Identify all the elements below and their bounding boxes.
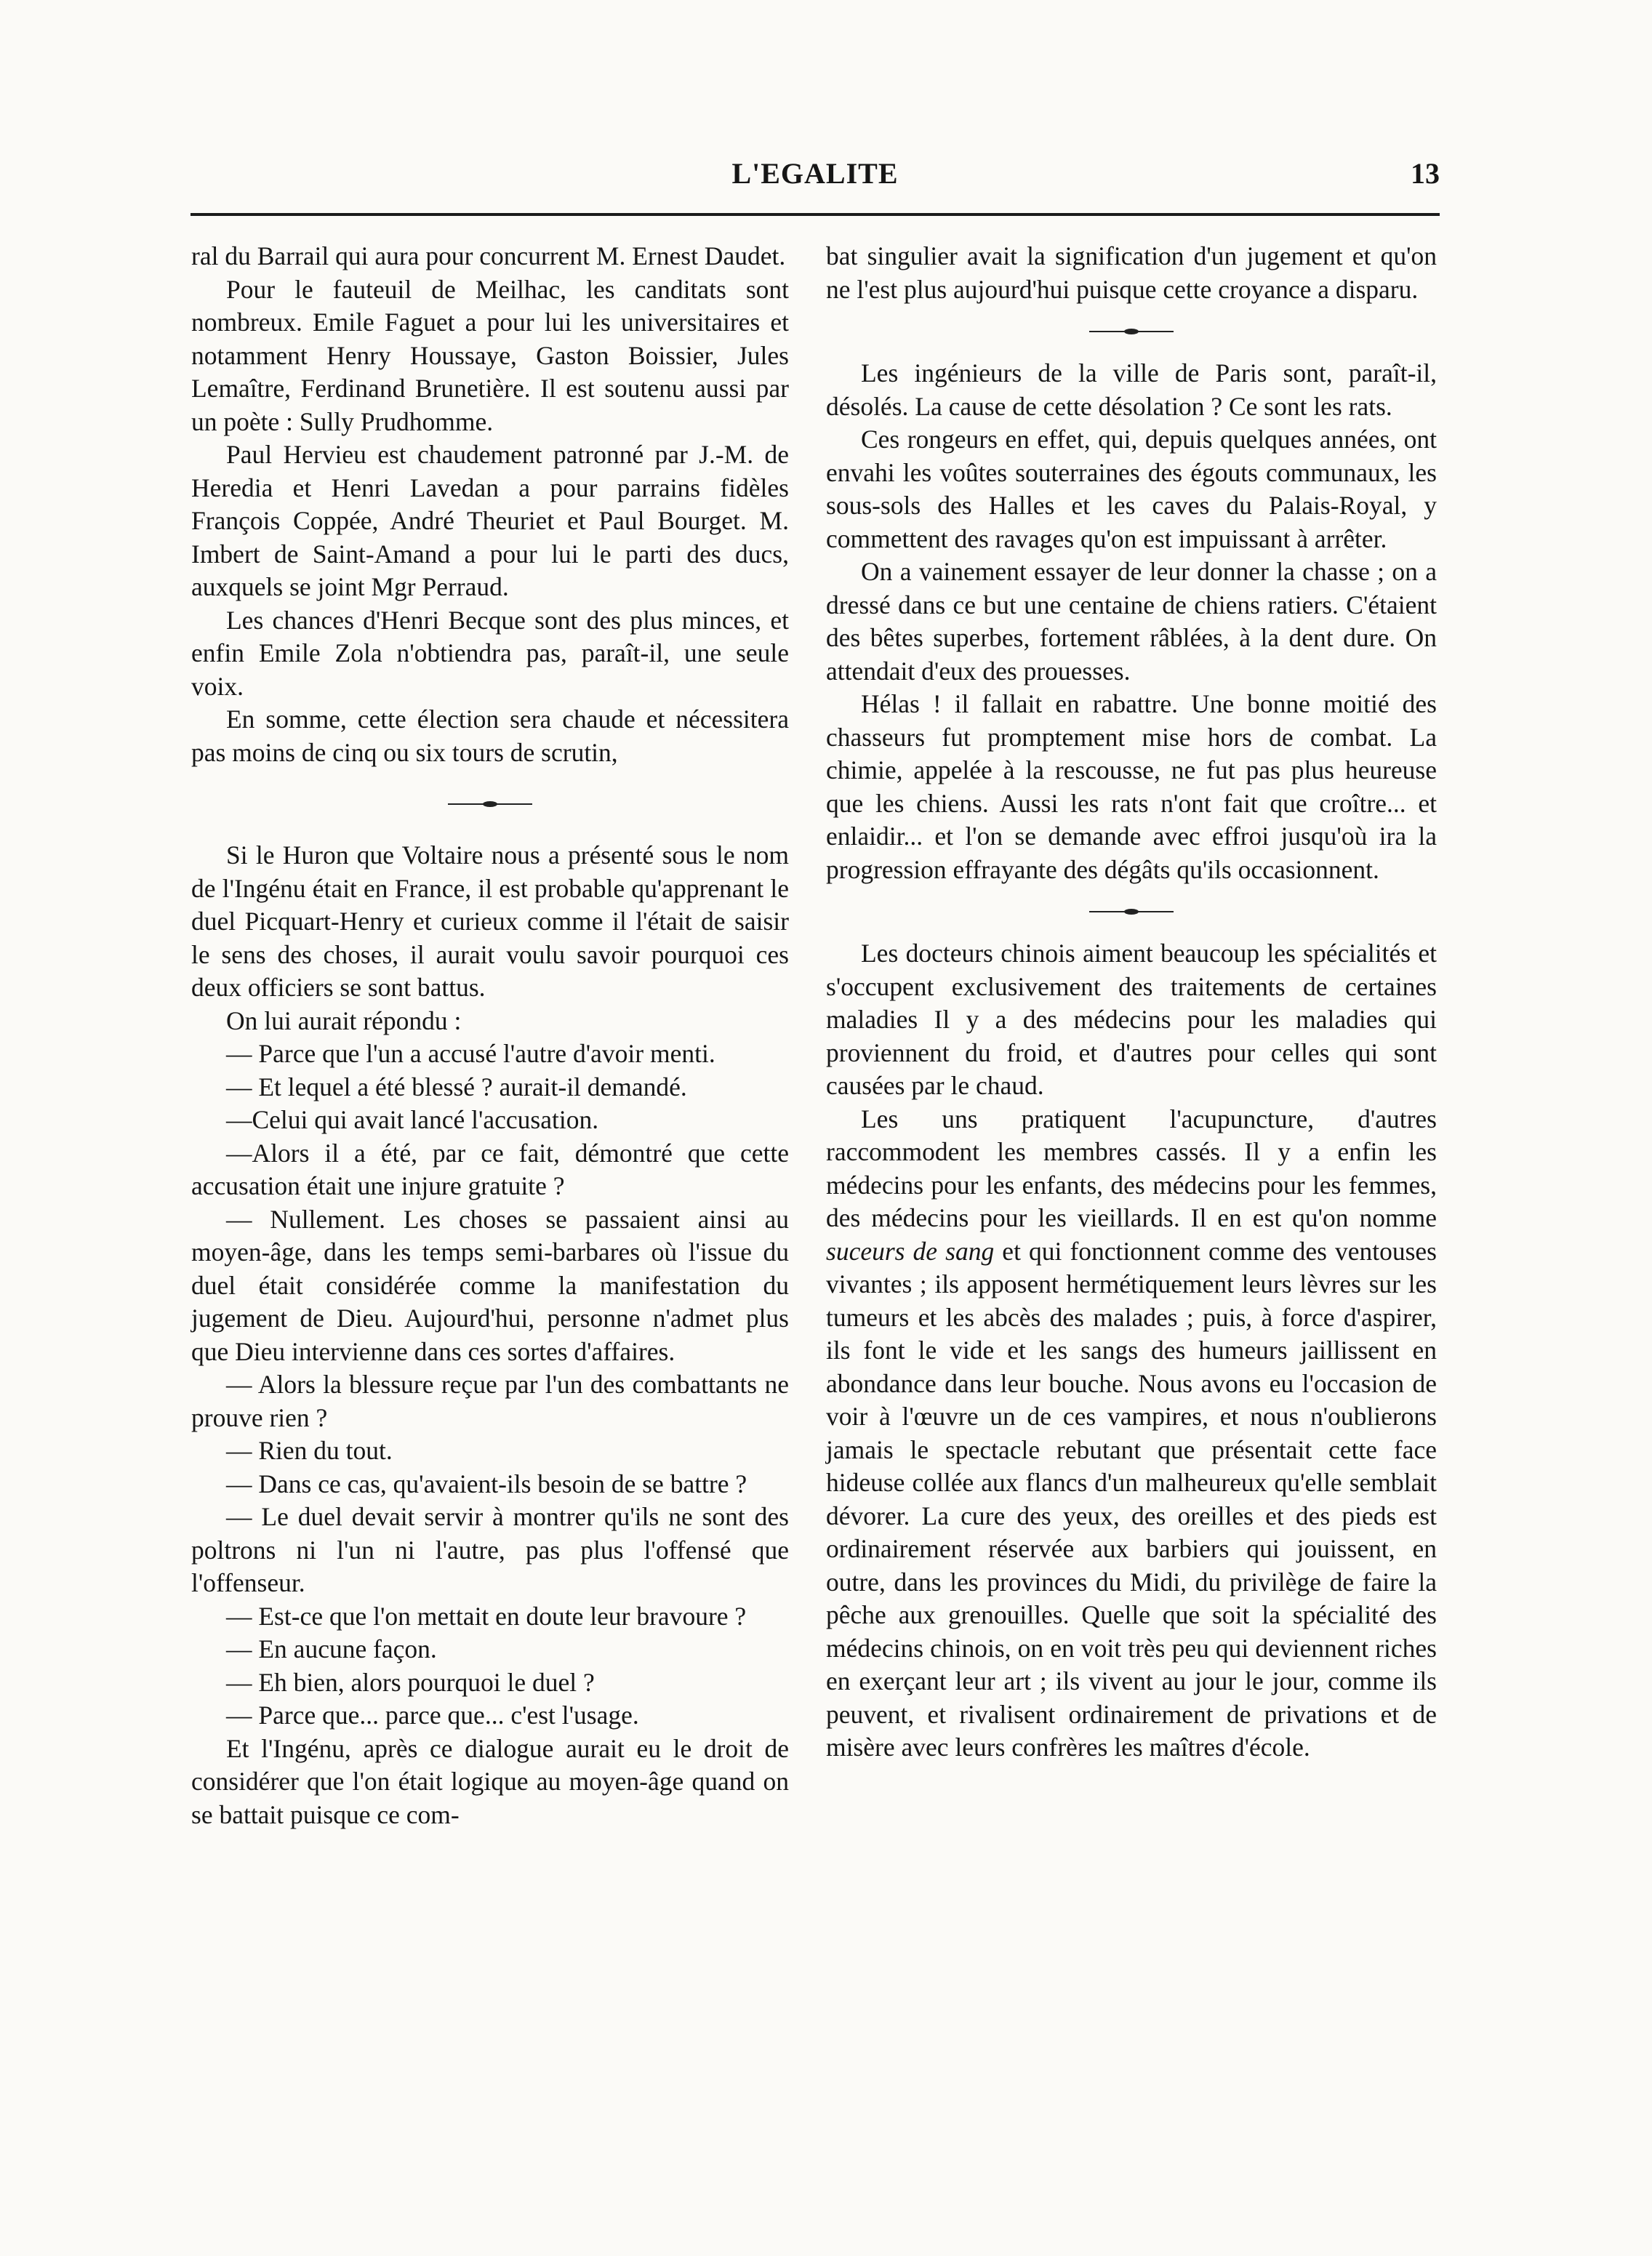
paragraph: — Et lequel a été blessé ? aurait-il demandé.: [226, 1072, 687, 1101]
paragraph: — Dans ce cas, qu'avaient-ils besoin de se battre ?: [226, 1469, 747, 1498]
paragraph: — Parce que l'un a accusé l'autre d'avoir menti.: [226, 1039, 715, 1068]
section-divider: [826, 886, 1437, 937]
paragraph: Les docteurs chinois aiment beaucoup les spécialités et s'occupent exclusivement des traitements de certaines maladies Il y a des médecins pour les maladies qui proviennent du froid, et d'autres pour celles qui sont causées par le chaud.: [826, 939, 1437, 1100]
left-column: [191, 240, 789, 1831]
section-divider: [191, 769, 789, 839]
running-title: L'EGALITE: [731, 157, 899, 190]
paragraph-text: et qui fonctionnent comme des ventouses vivantes ; ils apposent hermétiquement leurs lèvres sur les tumeurs et les abcès des malades ; puis, à force d'aspirer, ils font le vide et les sangs des humeurs jaillissent en abondance dans leur bouche. Nous avons eu l'occasion de voir à l'œuvre un de ces vampires, et nous n'oublierons jamais le spectacle rebutant que présentait cette face hideuse collée aux flancs d'un malheureux qu'elle semblait dévorer. La cure des yeux, des oreilles et des pieds est ordinairement réservée aux barbiers qui jouissent, en outre, dans les provinces du Midi, du privilège de faire la pêche aux grenouilles. Quelle que soit la spécialité des médecins chinois, on en voit très peu qui deviennent riches en exerçant leur art ; ils vivent au jour le jour, comme ils peuvent, et rivalisent ordinairement de privations et de misère avec leurs confrères les maîtres d'école.: [826, 1236, 1437, 1762]
right-column: [826, 240, 1437, 1765]
paragraph: Pour le fauteuil de Meilhac, les canditats sont nombreux. Emile Faguet a pour lui les universitaires et notamment Henry Houssaye, Gaston Boissier, Jules Lemaître, Ferdinand Brunetière. Il est soutenu aussi par un poète : Sully Prudhomme.: [191, 274, 789, 436]
paragraph: — Est-ce que l'on mettait en doute leur bravoure ?: [226, 1601, 747, 1631]
paragraph: Les ingénieurs de la ville de Paris sont, paraît-il, désolés. La cause de cette désolation ? Ce sont les rats.: [826, 358, 1437, 421]
italic-term: suceurs de sang: [826, 1236, 995, 1266]
paragraph: —Celui qui avait lancé l'accusation.: [226, 1105, 599, 1134]
paragraph: — Eh bien, alors pourquoi le duel ?: [226, 1667, 595, 1697]
paragraph: Paul Hervieu est chaudement patronné par J.-M. de Heredia et Henri Lavedan a pour parrains fidèles François Coppée, André Theuriet et Paul Bourget. M. Imbert de Saint-Amand a pour lui le parti des ducs, auxquels se joint Mgr Perraud.: [191, 440, 789, 601]
paragraph: — Le duel devait servir à montrer qu'ils ne sont des poltrons ni l'un ni l'autre, pas plus l'offensé que l'offenseur.: [191, 1502, 789, 1597]
paragraph: On lui aurait répondu :: [226, 1005, 462, 1035]
paragraph: Si le Huron que Voltaire nous a présenté sous le nom de l'Ingénu était en France, il est probable qu'apprenant le duel Picquart-Henry et curieux comme il l'était de saisir le sens des choses, il aurait voulu savoir pourquoi ces deux officiers se sont battus.: [191, 840, 789, 1002]
paragraph: Ces rongeurs en effet, qui, depuis quelques années, ont envahi les voûtes souterraines des égouts communaux, les sous-sols des Halles et les caves du Palais-Royal, y commettent des ravages qu'on est impuissant à arrêter.: [826, 425, 1437, 553]
section-divider: [826, 306, 1437, 357]
paragraph: — Parce que... parce que... c'est l'usage.: [226, 1701, 639, 1730]
paragraph: [826, 1103, 1437, 1765]
paragraph: bat singulier avait la signification d'un jugement et qu'on ne l'est plus aujourd'hui puisque cette croyance a disparu.: [826, 241, 1437, 304]
page-header: [191, 156, 1440, 200]
paragraph: Hélas ! il fallait en rabattre. Une bonne moitié des chasseurs fut promptement mise hors de combat. La chimie, appelée à la rescousse, ne fut pas plus heureuse que les chiens. Aussi les rats n'ont fait que croître... et enlaidir... et l'on se demande avec effroi jusqu'où ira la progression effrayante des dégâts qu'ils occasionnent.: [826, 689, 1437, 884]
paragraph: — Alors la blessure reçue par l'un des combattants ne prouve rien ?: [191, 1370, 789, 1432]
paragraph: — En aucune façon.: [226, 1634, 437, 1663]
paragraph: — Rien du tout.: [226, 1436, 393, 1465]
paragraph-text: Les uns pratiquent l'acupuncture, d'autres raccommodent les membres cassés. Il y a enfin les médecins pour les enfants, des médecins pour les femmes, des médecins pour les vieillards. Il en est qu'on nomme: [826, 1104, 1437, 1232]
paragraph: Et l'Ingénu, après ce dialogue aurait eu le droit de considérer que l'on était logique au moyen-âge quand on se battait puisque ce com-: [191, 1733, 789, 1829]
header-rule: [191, 213, 1440, 216]
paragraph: On a vainement essayer de leur donner la chasse ; on a dressé dans ce but une centaine de chiens ratiers. C'étaient des bêtes superbes, fortement râblées, à la dent dure. On attendait d'eux des prouesses.: [826, 557, 1437, 686]
paragraph: ral du Barrail qui aura pour concurrent M. Ernest Daudet.: [191, 241, 786, 270]
paragraph: — Nullement. Les choses se passaient ainsi au moyen-âge, dans les temps semi-barbares où l'issue du duel était considérée comme la manifestation du jugement de Dieu. Aujourd'hui, personne n'admet plus que Dieu intervienne dans ces sortes d'affaires.: [191, 1204, 789, 1366]
paragraph: Les chances d'Henri Becque sont des plus minces, et enfin Emile Zola n'obtiendra pas, paraît-il, une seule voix.: [191, 605, 789, 701]
page-number: 13: [1411, 157, 1440, 190]
paragraph: —Alors il a été, par ce fait, démontré que cette accusation était une injure gratuite ?: [191, 1138, 789, 1200]
paragraph: En somme, cette élection sera chaude et nécessitera pas moins de cinq ou six tours de scrutin,: [191, 705, 789, 767]
